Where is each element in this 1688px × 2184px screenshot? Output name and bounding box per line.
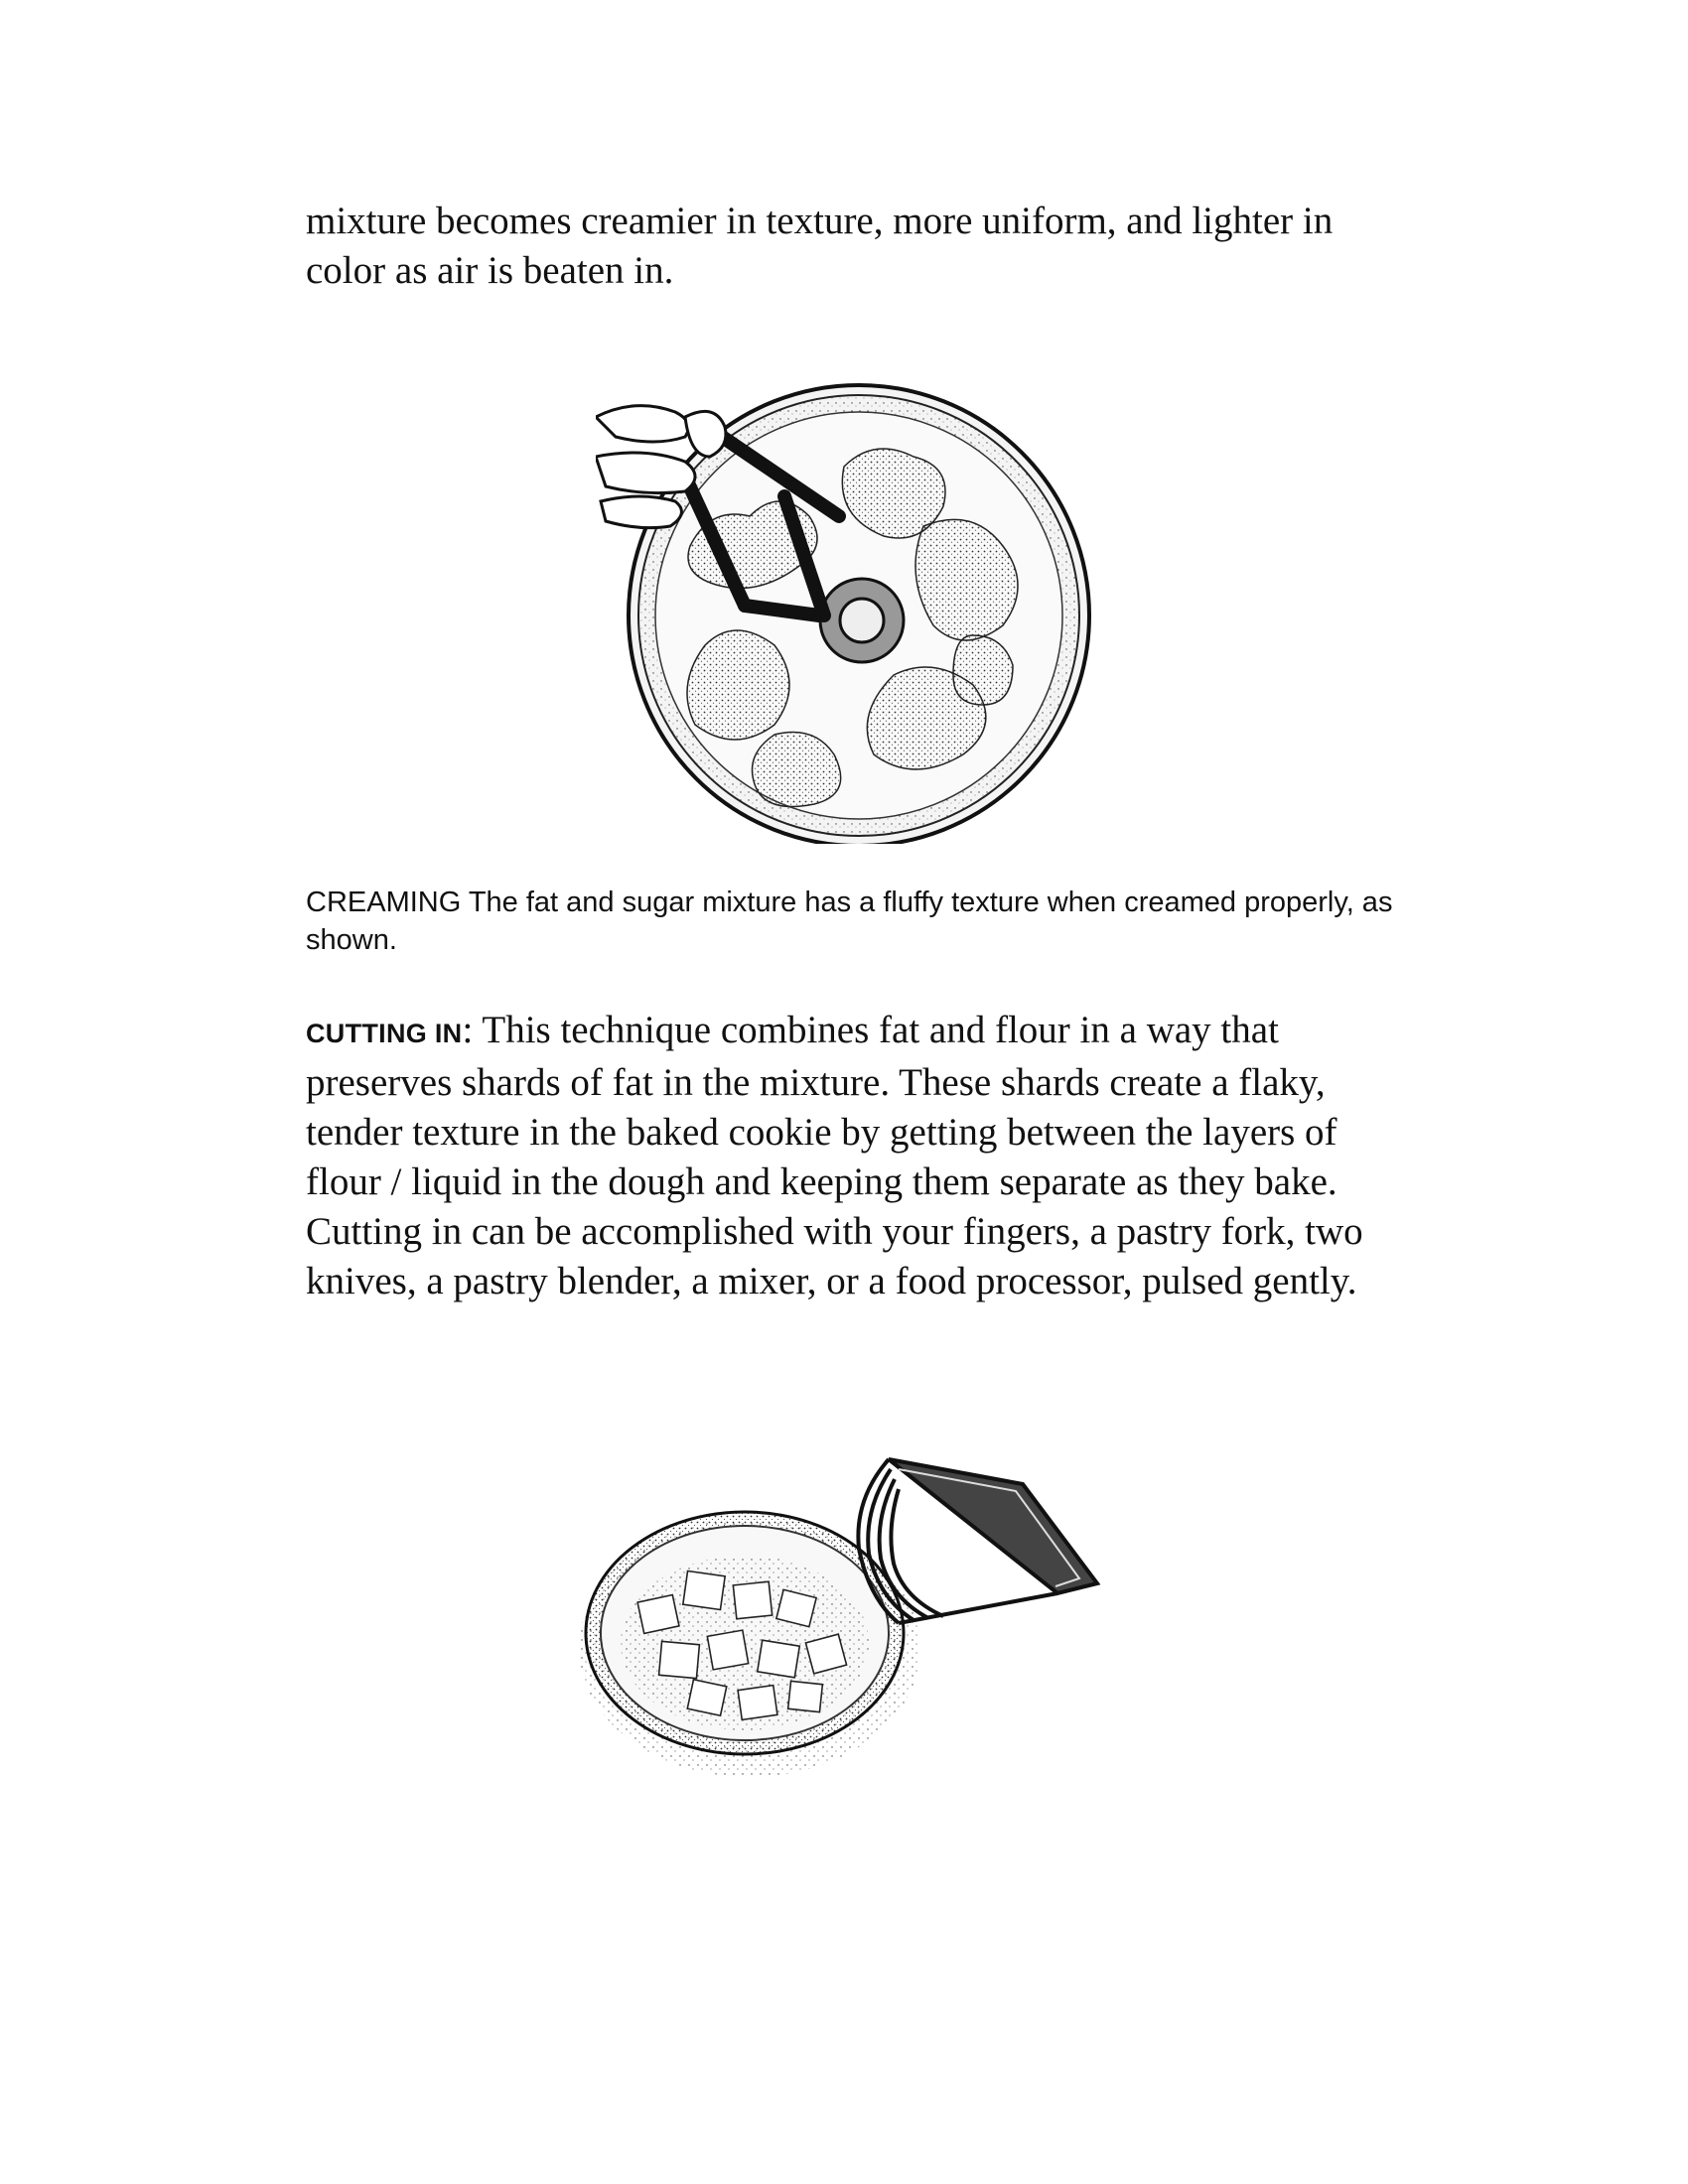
pastry-blender-bowl-illustration bbox=[571, 1449, 1107, 1787]
cutting-in-term: CUTTING IN bbox=[306, 1019, 463, 1048]
cutting-in-text: This technique combines fat and flour in a way that preserves shards of fat in the mixture. These shards create a flaky, tender texture in the baked cookie by getting between the layers of flour / liquid in the dough and keeping them separate as they bake. Cutting in can be accomplished with your fingers, a pastry fork, two knives, a pastry blender, a mixer, or a food processor, pulsed gently. bbox=[306, 1009, 1363, 1302]
intro-paragraph: mixture becomes creamier in texture, more uniform, and lighter in color as air is beaten in. bbox=[306, 200, 1334, 292]
term-separator: : bbox=[462, 1009, 483, 1051]
cutting-in-paragraph bbox=[306, 1006, 1408, 1306]
creaming-bowl-illustration bbox=[596, 377, 1092, 844]
creaming-caption: CREAMING The fat and sugar mixture has a fluffy texture when creamed properly, as shown. bbox=[306, 887, 1393, 956]
